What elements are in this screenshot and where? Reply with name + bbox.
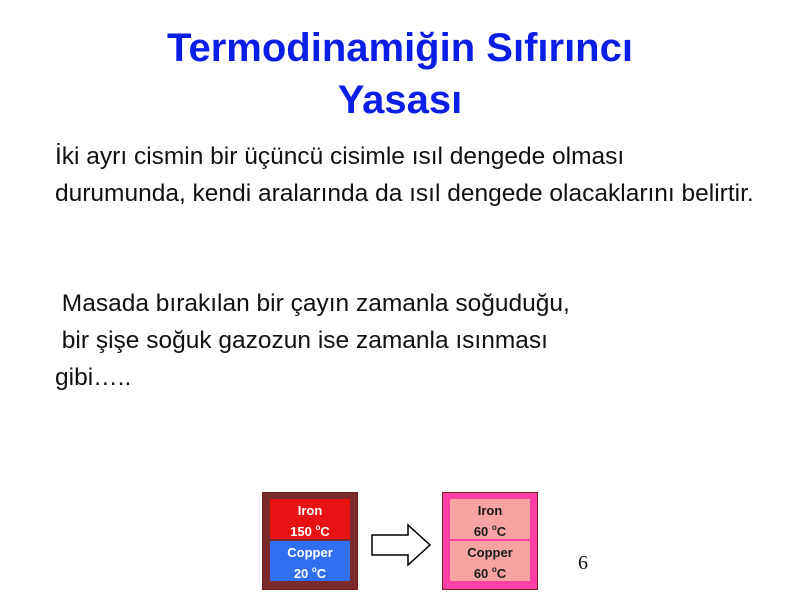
copper-label: Copper <box>467 545 513 560</box>
example-line-3: gibi….. <box>55 364 132 391</box>
right-arrow-icon <box>370 523 432 567</box>
definition-paragraph: İki ayrı cismin bir üçüncü cisimle ısıl dengede olması durumunda, kendi aralarında da ısıl dengede olacaklarını belirtir. <box>55 143 754 207</box>
title-line-2: Yasası <box>337 78 463 122</box>
example-line-2: bir şişe soğuk gazozun ise zamanla ısınması <box>55 327 548 354</box>
iron-label: Iron <box>297 503 323 518</box>
example-paragraph <box>55 285 755 396</box>
slide-title <box>0 22 800 126</box>
example-line-1: Masada bırakılan bir çayın zamanla soğuduğu, <box>55 290 570 317</box>
iron-block-equilibrium <box>450 499 530 539</box>
iron-label: Iron <box>477 503 503 518</box>
iron-block-hot <box>270 499 350 539</box>
page-number: 6 <box>578 552 588 574</box>
iron-temperature: 150 $^o$C <box>290 523 330 539</box>
after-equilibrium-box <box>442 492 538 590</box>
before-contact-box <box>262 492 358 590</box>
copper-block-cold <box>270 541 350 581</box>
copper-temperature: 60 $^o$C <box>473 565 507 581</box>
copper-temperature: 20 $^o$C <box>293 565 327 581</box>
copper-block-equilibrium <box>450 541 530 581</box>
copper-label: Copper <box>287 545 333 560</box>
title-line-1: Termodinamiğin Sıfırıncı <box>167 26 633 70</box>
iron-temperature: 60 $^o$C <box>473 523 507 539</box>
